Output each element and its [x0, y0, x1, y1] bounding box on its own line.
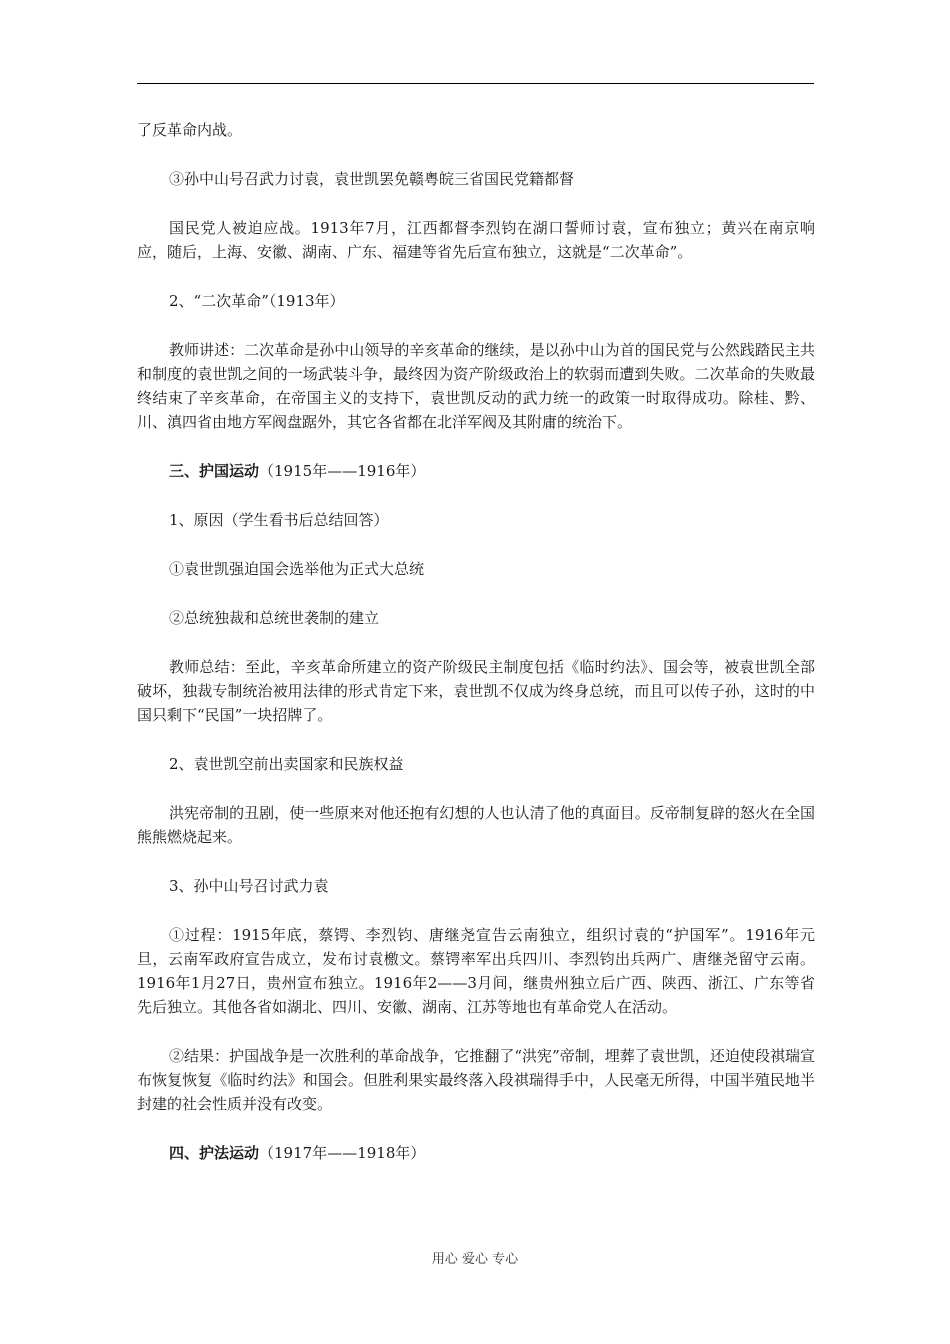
paragraph-teacher-lecture: 教师讲述：二次革命是孙中山领导的辛亥革命的继续，是以孙中山为首的国民党与公然践踏民主共和制度的袁世凯之间的一场武装斗争，最终因为资产阶级政治上的软弱而遭到失败。二次革命的失败最终结束了辛亥革命，在帝国主义的支持下，袁世凯反动的武力统一的政策一时取得成功。除桂、黔、川、滇四省由地方军阀盘踞外，其它各省都在北洋军阀及其附庸的统治下。 [137, 341, 815, 431]
section-heading-bold: 四、护法运动 [169, 1144, 260, 1162]
paragraph-result: ②结果：护国战争是一次胜利的革命战争，它推翻了“洪宪”帝制，埋葬了袁世凯，还迫使段祺瑞宣布恢复恢复《临时约法》和国会。但胜利果实最终落入段祺瑞得手中，人民毫无所得，中国半殖民地半封建的社会性质并没有改变。 [137, 1047, 815, 1113]
list-item-cause-2: ②总统独裁和总统世袭制的建立 [169, 609, 380, 627]
header-rule [137, 83, 814, 84]
section-heading-years: （1915年——1916年） [259, 462, 426, 480]
section-heading-national-protection [137, 459, 815, 483]
section-heading-constitution-protection [137, 1141, 815, 1165]
paragraph-continuation: 了反革命内战。 [137, 121, 243, 139]
subheading-second-revolution: 2、“二次革命”（1913年） [169, 292, 345, 310]
document-body [137, 118, 815, 1190]
paragraph-teacher-summary: 教师总结：至此，辛亥革命所建立的资产阶级民主制度包括《临时约法》、国会等，被袁世凯全部破坏，独裁专制统治被用法律的形式肯定下来，袁世凯不仅成为终身总统，而且可以传子孙，这时的中国只剩下“民国”一块招牌了。 [137, 658, 815, 724]
section-heading-bold: 三、护国运动 [169, 462, 260, 480]
section-heading-years: （1917年——1918年） [259, 1144, 426, 1162]
subheading-causes: 1、原因（学生看书后总结回答） [169, 511, 389, 529]
paragraph-process: ①过程：1915年底，蔡锷、李烈钧、唐继尧宣告云南独立，组织讨袁的“护国军”。1916年元旦，云南军政府宣告成立，发布讨袁檄文。蔡锷率军出兵四川、李烈钧出兵两广、唐继尧留守云南。1916年1月27日，贵州宣布独立。1916年2——3月间，继贵州独立后广西、陕西、浙江、广东等省先后独立。其他各省如湖北、四川、安徽、湖南、江苏等地也有革命党人在活动。 [137, 926, 815, 1016]
list-item-sun-call: ③孙中山号召武力讨袁，袁世凯罢免赣粤皖三省国民党籍都督 [169, 170, 575, 188]
page-footer: 用心 爱心 专心 [431, 1252, 519, 1267]
paragraph-hongxian: 洪宪帝制的丑剧，使一些原来对他还抱有幻想的人也认清了他的真面目。反帝制复辟的怒火在全国熊熊燃烧起来。 [137, 804, 815, 846]
subheading-betrayal: 2、袁世凯空前出卖国家和民族权益 [169, 755, 404, 773]
paragraph-kmt-response: 国民党人被迫应战。1913年7月，江西都督李烈钧在湖口誓师讨袁，宣布独立；黄兴在南京响应，随后，上海、安徽、湖南、广东、福建等省先后宣布独立，这就是“二次革命”。 [137, 219, 815, 261]
subheading-sun-call: 3、孙中山号召讨武力袁 [169, 877, 329, 895]
list-item-cause-1: ①袁世凯强迫国会选举他为正式大总统 [169, 560, 425, 578]
